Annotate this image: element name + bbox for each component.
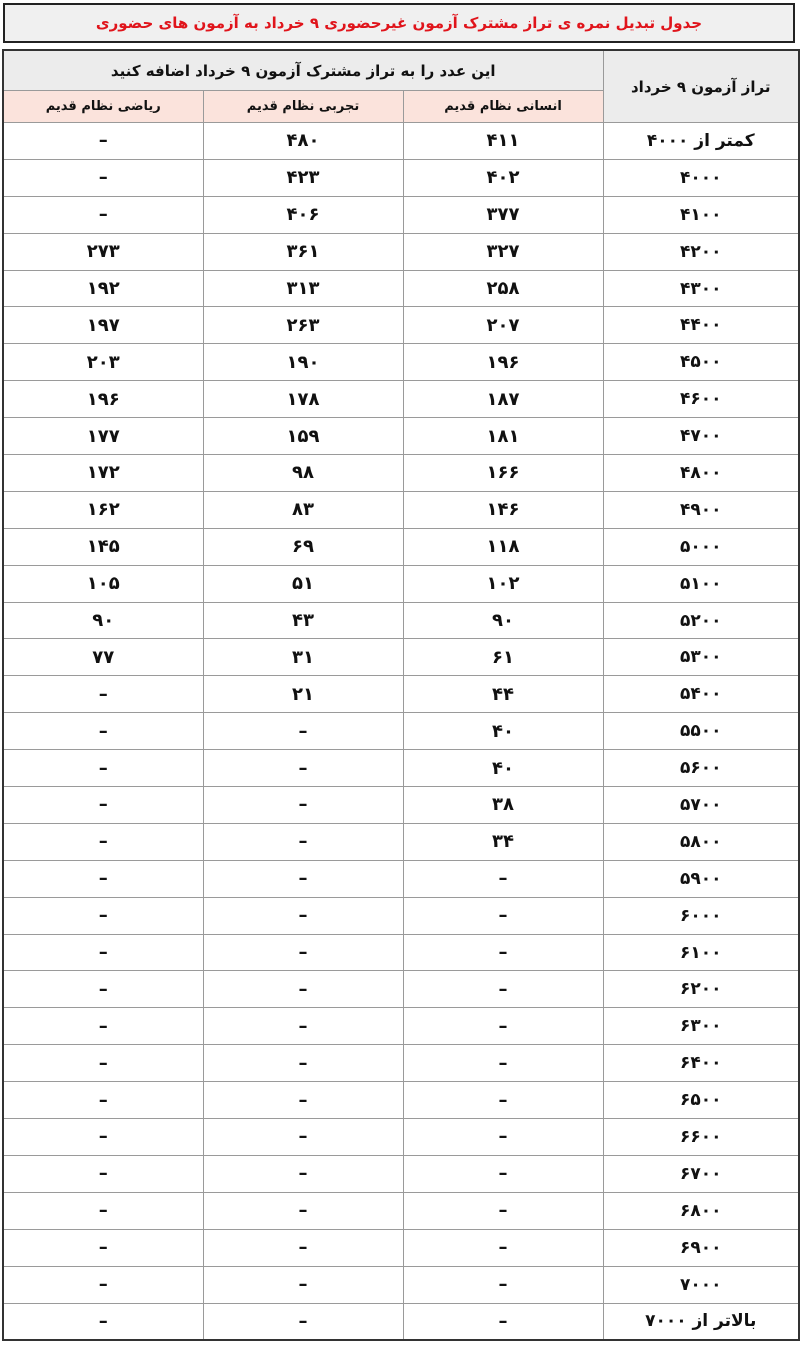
column-header-tajrobi: تجربی نظام قدیم (203, 91, 403, 123)
ensani-value-cell: ۳۲۷ (403, 233, 603, 270)
table-row (3, 602, 799, 639)
base-score-cell: ۵۹۰۰ (603, 860, 799, 897)
table-row (3, 971, 799, 1008)
tajrobi-value-cell: – (203, 1082, 403, 1119)
tajrobi-value-cell: – (203, 971, 403, 1008)
ensani-value-cell: – (403, 1303, 603, 1340)
base-score-cell: ۷۰۰۰ (603, 1266, 799, 1303)
base-score-cell: ۵۶۰۰ (603, 750, 799, 787)
tajrobi-value-cell: ۶۹ (203, 528, 403, 565)
table-row (3, 270, 799, 307)
tajrobi-value-cell: – (203, 750, 403, 787)
riazi-value-cell: – (3, 196, 203, 233)
ensani-value-cell: ۹۰ (403, 602, 603, 639)
ensani-value-cell: – (403, 897, 603, 934)
table-row (3, 860, 799, 897)
riazi-value-cell: ۱۷۷ (3, 418, 203, 455)
table-row (3, 565, 799, 602)
table-row (3, 750, 799, 787)
riazi-value-cell: ۲۰۳ (3, 344, 203, 381)
table-row (3, 823, 799, 860)
riazi-value-cell: – (3, 787, 203, 824)
base-score-cell: ۶۳۰۰ (603, 1008, 799, 1045)
tajrobi-value-cell: ۲۶۳ (203, 307, 403, 344)
riazi-value-cell: ۱۴۵ (3, 528, 203, 565)
tajrobi-value-cell: – (203, 787, 403, 824)
base-score-cell: ۴۶۰۰ (603, 381, 799, 418)
tajrobi-value-cell: – (203, 1155, 403, 1192)
riazi-value-cell: – (3, 934, 203, 971)
tajrobi-value-cell: ۴۳ (203, 602, 403, 639)
riazi-value-cell: – (3, 1082, 203, 1119)
riazi-value-cell: – (3, 1303, 203, 1340)
table-row (3, 1229, 799, 1266)
ensani-value-cell: ۳۴ (403, 823, 603, 860)
table-title: جدول تبدیل نمره ی تراز مشترک آزمون غیرحضوری ۹ خرداد به آزمون های حضوری (3, 3, 795, 43)
base-score-cell: ۴۱۰۰ (603, 196, 799, 233)
riazi-value-cell: – (3, 1008, 203, 1045)
tajrobi-value-cell: – (203, 1192, 403, 1229)
ensani-value-cell: ۴۱۱ (403, 123, 603, 160)
riazi-value-cell: – (3, 1266, 203, 1303)
base-score-cell: ۴۸۰۰ (603, 455, 799, 492)
table-row (3, 1155, 799, 1192)
table-row (3, 1008, 799, 1045)
ensani-value-cell: ۱۶۶ (403, 455, 603, 492)
base-score-cell: کمتر از ۴۰۰۰ (603, 123, 799, 160)
tajrobi-value-cell: ۹۸ (203, 455, 403, 492)
ensani-value-cell: ۴۰۲ (403, 159, 603, 196)
base-score-cell: ۶۵۰۰ (603, 1082, 799, 1119)
base-score-cell: ۵۲۰۰ (603, 602, 799, 639)
tajrobi-value-cell: – (203, 1008, 403, 1045)
table-row (3, 1303, 799, 1340)
base-score-cell: ۴۵۰۰ (603, 344, 799, 381)
table-row (3, 713, 799, 750)
table-row (3, 1045, 799, 1082)
table-row (3, 233, 799, 270)
table-row (3, 1192, 799, 1229)
ensani-value-cell: – (403, 1119, 603, 1156)
riazi-value-cell: – (3, 1192, 203, 1229)
riazi-value-cell: – (3, 1155, 203, 1192)
table-row (3, 1266, 799, 1303)
riazi-value-cell: ۱۹۲ (3, 270, 203, 307)
ensani-value-cell: ۴۰ (403, 713, 603, 750)
ensani-value-cell: – (403, 1045, 603, 1082)
riazi-value-cell: ۱۰۵ (3, 565, 203, 602)
ensani-value-cell: – (403, 1008, 603, 1045)
table-row (3, 787, 799, 824)
table-row (3, 159, 799, 196)
tajrobi-value-cell: ۳۱ (203, 639, 403, 676)
tajrobi-value-cell: ۳۱۳ (203, 270, 403, 307)
tajrobi-value-cell: – (203, 823, 403, 860)
tajrobi-value-cell: ۸۳ (203, 491, 403, 528)
table-row (3, 934, 799, 971)
riazi-value-cell: – (3, 971, 203, 1008)
ensani-value-cell: ۶۱ (403, 639, 603, 676)
ensani-value-cell: ۲۵۸ (403, 270, 603, 307)
table-row (3, 676, 799, 713)
ensani-value-cell: ۴۴ (403, 676, 603, 713)
tajrobi-value-cell: – (203, 934, 403, 971)
base-score-cell: ۶۸۰۰ (603, 1192, 799, 1229)
ensani-value-cell: – (403, 860, 603, 897)
ensani-value-cell: – (403, 1082, 603, 1119)
ensani-value-cell: ۱۸۱ (403, 418, 603, 455)
tajrobi-value-cell: – (203, 1229, 403, 1266)
riazi-value-cell: ۷۷ (3, 639, 203, 676)
conversion-table (2, 49, 800, 1341)
riazi-value-cell: – (3, 1229, 203, 1266)
tajrobi-value-cell: ۵۱ (203, 565, 403, 602)
ensani-value-cell: – (403, 1266, 603, 1303)
tajrobi-value-cell: ۱۹۰ (203, 344, 403, 381)
table-row (3, 196, 799, 233)
table-row (3, 418, 799, 455)
base-score-cell: ۴۷۰۰ (603, 418, 799, 455)
riazi-value-cell: – (3, 676, 203, 713)
base-score-cell: ۴۹۰۰ (603, 491, 799, 528)
riazi-value-cell: – (3, 713, 203, 750)
table-row (3, 344, 799, 381)
ensani-value-cell: ۳۷۷ (403, 196, 603, 233)
riazi-value-cell: – (3, 750, 203, 787)
tajrobi-value-cell: ۱۷۸ (203, 381, 403, 418)
base-score-cell: ۵۵۰۰ (603, 713, 799, 750)
riazi-value-cell: ۱۹۷ (3, 307, 203, 344)
ensani-value-cell: – (403, 934, 603, 971)
tajrobi-value-cell: – (203, 713, 403, 750)
ensani-value-cell: – (403, 1192, 603, 1229)
tajrobi-value-cell: – (203, 1119, 403, 1156)
column-header-riazi: ریاضی نظام قدیم (3, 91, 203, 123)
table-row (3, 307, 799, 344)
ensani-value-cell: ۱۱۸ (403, 528, 603, 565)
base-score-cell: ۵۴۰۰ (603, 676, 799, 713)
base-score-cell: ۵۸۰۰ (603, 823, 799, 860)
tajrobi-value-cell: – (203, 860, 403, 897)
tajrobi-value-cell: ۴۲۳ (203, 159, 403, 196)
riazi-value-cell: – (3, 897, 203, 934)
tajrobi-value-cell: ۱۵۹ (203, 418, 403, 455)
riazi-value-cell: ۱۷۲ (3, 455, 203, 492)
base-score-cell: ۵۰۰۰ (603, 528, 799, 565)
ensani-value-cell: ۱۴۶ (403, 491, 603, 528)
base-score-cell: ۴۲۰۰ (603, 233, 799, 270)
base-score-cell: ۶۶۰۰ (603, 1119, 799, 1156)
table-row (3, 1119, 799, 1156)
column-header-ensani: انسانی نظام قدیم (403, 91, 603, 123)
base-score-cell: ۶۴۰۰ (603, 1045, 799, 1082)
tajrobi-value-cell: – (203, 897, 403, 934)
ensani-value-cell: – (403, 971, 603, 1008)
ensani-value-cell: ۱۸۷ (403, 381, 603, 418)
riazi-value-cell: – (3, 860, 203, 897)
ensani-value-cell: – (403, 1155, 603, 1192)
table-row (3, 381, 799, 418)
ensani-value-cell: ۲۰۷ (403, 307, 603, 344)
riazi-value-cell: ۱۹۶ (3, 381, 203, 418)
tajrobi-value-cell: ۳۶۱ (203, 233, 403, 270)
base-score-cell: ۶۰۰۰ (603, 897, 799, 934)
ensani-value-cell: ۱۹۶ (403, 344, 603, 381)
table-row (3, 897, 799, 934)
riazi-value-cell: ۹۰ (3, 602, 203, 639)
tajrobi-value-cell: – (203, 1266, 403, 1303)
table-row (3, 639, 799, 676)
tajrobi-value-cell: – (203, 1303, 403, 1340)
ensani-value-cell: ۴۰ (403, 750, 603, 787)
base-score-cell: ۶۷۰۰ (603, 1155, 799, 1192)
table-row (3, 491, 799, 528)
tajrobi-value-cell: ۴۰۶ (203, 196, 403, 233)
base-score-cell: ۴۴۰۰ (603, 307, 799, 344)
riazi-value-cell: – (3, 1119, 203, 1156)
add-value-group-header: این عدد را به تراز مشترک آزمون ۹ خرداد اضافه کنید (3, 50, 603, 91)
base-score-cell: ۶۱۰۰ (603, 934, 799, 971)
table-row (3, 123, 799, 160)
riazi-value-cell: – (3, 159, 203, 196)
table-row (3, 1082, 799, 1119)
table-body (3, 123, 799, 1341)
tajrobi-value-cell: – (203, 1045, 403, 1082)
ensani-value-cell: ۱۰۲ (403, 565, 603, 602)
tajrobi-value-cell: ۴۸۰ (203, 123, 403, 160)
ensani-value-cell: ۳۸ (403, 787, 603, 824)
riazi-value-cell: ۱۶۲ (3, 491, 203, 528)
base-score-cell: ۶۹۰۰ (603, 1229, 799, 1266)
riazi-value-cell: – (3, 823, 203, 860)
ensani-value-cell: – (403, 1229, 603, 1266)
tajrobi-value-cell: ۲۱ (203, 676, 403, 713)
base-score-cell: ۴۳۰۰ (603, 270, 799, 307)
base-score-cell: ۵۱۰۰ (603, 565, 799, 602)
riazi-value-cell: ۲۷۳ (3, 233, 203, 270)
base-score-cell: ۶۲۰۰ (603, 971, 799, 1008)
table-row (3, 528, 799, 565)
base-score-header: تراز آزمون ۹ خرداد (603, 50, 799, 123)
base-score-cell: ۴۰۰۰ (603, 159, 799, 196)
base-score-cell: ۵۳۰۰ (603, 639, 799, 676)
riazi-value-cell: – (3, 1045, 203, 1082)
base-score-cell: بالاتر از ۷۰۰۰ (603, 1303, 799, 1340)
riazi-value-cell: – (3, 123, 203, 160)
base-score-cell: ۵۷۰۰ (603, 787, 799, 824)
table-row (3, 455, 799, 492)
